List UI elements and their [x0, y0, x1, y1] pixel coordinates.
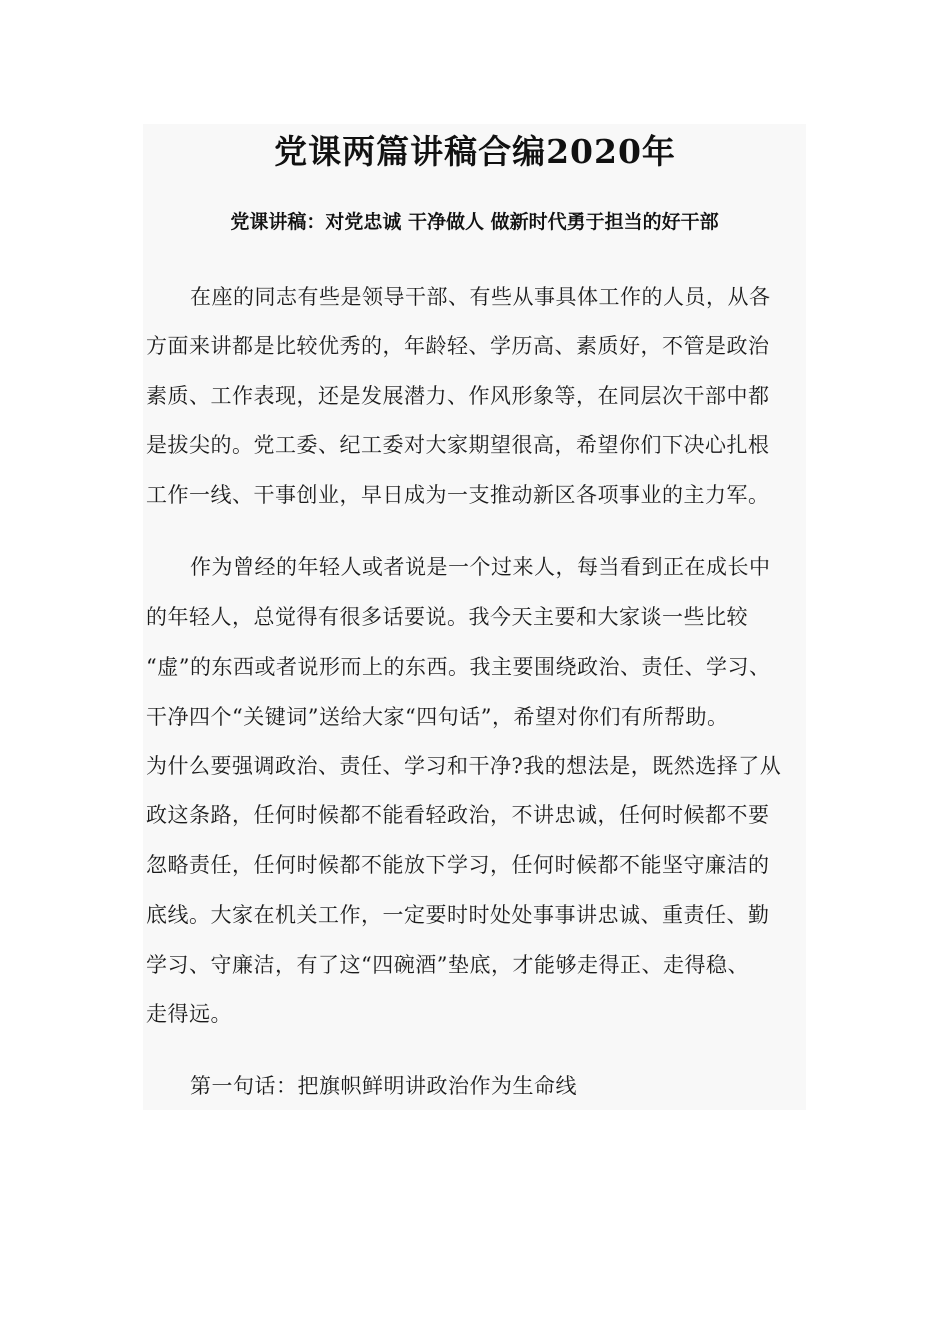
paragraph-line: 底线。大家在机关工作，一定要时时处处事事讲忠诚、重责任、勤 [146, 903, 770, 927]
paragraph-line: 工作一线、干事创业，早日成为一支推动新区各项事业的主力军。 [146, 483, 770, 507]
paragraph-line: 为什么要强调政治、责任、学习和干净?我的想法是，既然选择了从 [146, 754, 782, 778]
paragraph-line: 方面来讲都是比较优秀的，年龄轻、学历高、素质好，不管是政治 [146, 334, 770, 358]
document-title: 党课两篇讲稿合编2020年 [274, 132, 676, 171]
paragraph-line: 是拔尖的。党工委、纪工委对大家期望很高，希望你们下决心扎根 [146, 433, 770, 457]
document-subtitle: 党课讲稿：对党忠诚 干净做人 做新时代勇于担当的好干部 [230, 211, 719, 233]
section-heading: 第一句话：把旗帜鲜明讲政治作为生命线 [190, 1074, 577, 1098]
paragraph-line: 在座的同志有些是领导干部、有些从事具体工作的人员，从各 [190, 285, 771, 309]
paragraph-line: 走得远。 [146, 1002, 232, 1026]
paragraph-line: “虚”的东西或者说形而上的东西。我主要围绕政治、责任、学习、 [146, 655, 771, 679]
paragraph-line: 素质、工作表现，还是发展潜力、作风形象等，在同层次干部中都 [146, 384, 770, 408]
paragraph-line: 政这条路，任何时候都不能看轻政治，不讲忠诚，任何时候都不要 [146, 803, 770, 827]
paragraph-line: 学习、守廉洁，有了这“四碗酒”垫底，才能够走得正、走得稳、 [146, 953, 749, 977]
paragraph-line: 干净四个“关键词”送给大家“四句话”，希望对你们有所帮助。 [146, 705, 729, 729]
paragraph-line: 忽略责任，任何时候都不能放下学习，任何时候都不能坚守廉洁的 [146, 853, 770, 877]
paragraph-line: 作为曾经的年轻人或者说是一个过来人，每当看到正在成长中 [190, 555, 771, 579]
paragraph-line: 的年轻人，总觉得有很多话要说。我今天主要和大家谈一些比较 [146, 605, 748, 629]
